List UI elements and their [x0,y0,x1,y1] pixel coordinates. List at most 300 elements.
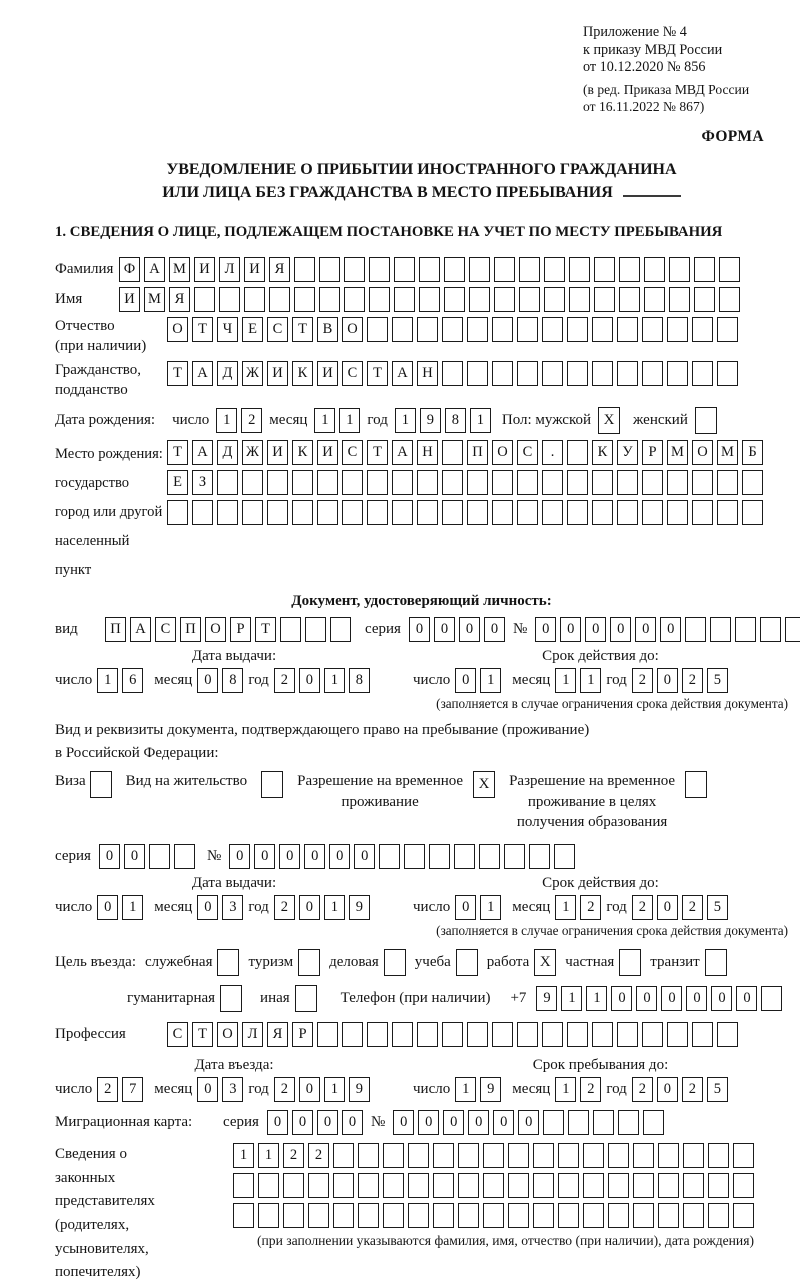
char-box: 8 [222,668,243,693]
char-box [433,1143,454,1168]
char-box [408,1143,429,1168]
char-box [167,500,188,525]
field-given-name [55,287,788,312]
char-box [619,257,640,282]
char-box [667,470,688,495]
char-box: 2 [274,895,295,920]
char-box: 1 [97,668,118,693]
char-box: С [167,1022,188,1047]
char-box [592,500,613,525]
char-box [442,470,463,495]
char-box: М [667,440,688,465]
citizenship-label: Гражданство, [55,362,142,379]
char-box [692,1022,713,1047]
char-box [542,470,563,495]
identity-expiry-note: (заполняется в случае ограничения срока действия документа) [436,695,788,711]
char-box: 0 [611,986,632,1011]
char-box [785,617,800,642]
char-box [542,361,563,386]
char-box [379,844,400,869]
char-box: 0 [229,844,250,869]
char-box: С [342,440,363,465]
char-box: 0 [535,617,556,642]
char-box [658,1173,679,1198]
char-box [267,470,288,495]
char-box [533,1173,554,1198]
char-box [244,287,265,312]
char-box: 0 [299,895,320,920]
char-box [642,317,663,342]
visit-purpose-row2 [127,985,788,1012]
char-box [342,500,363,525]
blank-underline [623,195,681,197]
char-box [669,257,690,282]
char-box: Ф [119,257,140,282]
char-box: 0 [418,1110,439,1135]
char-box: 0 [455,668,476,693]
char-box [383,1173,404,1198]
month-label: месяц [512,671,551,688]
char-box [583,1143,604,1168]
char-box [508,1203,529,1228]
day-label: число [413,671,451,688]
residence-number-boxes [229,844,575,869]
char-box [319,287,340,312]
char-box: 2 [632,1077,653,1102]
char-box: 0 [99,844,120,869]
char-box [533,1143,554,1168]
char-box [258,1203,279,1228]
char-box: Р [292,1022,313,1047]
birth-place-row3-boxes [167,500,763,525]
char-box [233,1173,254,1198]
representatives-label-line6: попечителях) [55,1264,141,1281]
char-box: 1 [555,1077,576,1102]
char-box: О [217,1022,238,1047]
char-box [454,844,475,869]
char-box: 1 [122,895,143,920]
residence-permit-options [55,771,788,832]
char-box [317,1022,338,1047]
year-label: год [606,671,627,688]
phone-label: Телефон (при наличии) [340,989,491,1006]
year-label: год [248,671,269,688]
char-box: 0 [661,986,682,1011]
identity-expiry-day-boxes [455,668,501,693]
year-label: год [248,1080,269,1097]
char-box: 0 [518,1110,539,1135]
char-box [642,361,663,386]
char-box [567,470,588,495]
field-representatives [55,1143,788,1285]
year-label: год [367,412,388,429]
char-box [367,1022,388,1047]
purpose-business [329,949,406,976]
header-amendment-line: (в ред. Приказа МВД России [583,81,750,97]
char-box [617,1022,638,1047]
char-box [508,1143,529,1168]
char-box [483,1173,504,1198]
char-box [667,500,688,525]
char-box [267,500,288,525]
birth-place-label: Место рождения: [55,446,163,463]
purpose-official-label: служебная [144,953,213,970]
char-box: 9 [536,986,557,1011]
char-box [269,287,290,312]
checkbox-visa [90,771,112,798]
char-box [367,317,388,342]
char-box: С [342,361,363,386]
char-box: 2 [632,668,653,693]
representatives-row3-boxes [233,1203,754,1228]
char-box [392,500,413,525]
checkbox-purpose-transit [705,949,727,976]
char-box: А [392,361,413,386]
char-box: 2 [241,408,262,433]
temp-residence-label-line1: Разрешение на временное [297,773,464,790]
char-box [735,617,756,642]
char-box [419,257,440,282]
char-box [567,361,588,386]
char-box [708,1203,729,1228]
representatives-label-line3: представителях [55,1193,155,1210]
char-box [433,1173,454,1198]
birth-month-boxes [314,408,360,433]
char-box [342,470,363,495]
char-box: 1 [480,668,501,693]
char-box [258,1173,279,1198]
char-box [467,1022,488,1047]
char-box: 1 [324,1077,345,1102]
field-surname [55,257,788,282]
char-box [583,1173,604,1198]
char-box: И [267,440,288,465]
char-box [760,617,781,642]
char-box [644,257,665,282]
char-box [692,500,713,525]
char-box [692,317,713,342]
char-box: А [144,257,165,282]
char-box [667,361,688,386]
birth-day-boxes [216,408,262,433]
identity-expiry-year-boxes [632,668,728,693]
legal-header [583,24,788,116]
field-patronymic [55,317,788,357]
char-box [467,500,488,525]
char-box [492,500,513,525]
char-box [294,257,315,282]
char-box: К [292,361,313,386]
char-box: Д [217,440,238,465]
char-box: 0 [736,986,757,1011]
field-birth-date [55,407,788,434]
citizenship-boxes [167,361,738,386]
identity-issue-heading: Дата выдачи: [191,647,277,664]
char-box: С [267,317,288,342]
purpose-other [260,985,317,1012]
char-box [283,1173,304,1198]
residence-doc-dates [55,875,788,939]
char-box [592,470,613,495]
section1-heading: 1. СВЕДЕНИЯ О ЛИЦЕ, ПОДЛЕЖАЩЕМ ПОСТАНОВКЕ НА УЧЕТ ПО МЕСТУ ПРЕБЫВАНИЯ [55,223,723,240]
entry-date-heading: Дата въезда: [194,1056,274,1073]
char-box [344,257,365,282]
year-label: год [248,899,269,916]
char-box [608,1173,629,1198]
char-box [417,317,438,342]
char-box [544,257,565,282]
char-box: 0 [657,895,678,920]
char-box [683,1203,704,1228]
char-box [685,617,706,642]
purpose-work [487,949,557,976]
char-box: М [144,287,165,312]
char-box [194,287,215,312]
char-box [517,470,538,495]
char-box [174,844,195,869]
char-box [633,1203,654,1228]
char-box [642,500,663,525]
char-box [417,1022,438,1047]
char-box: И [317,361,338,386]
char-box [394,287,415,312]
char-box [542,1022,563,1047]
char-box [292,500,313,525]
char-box [567,500,588,525]
char-box: С [155,617,176,642]
char-box: 0 [459,617,480,642]
char-box: 0 [455,895,476,920]
day-label: число [172,412,210,429]
char-box: Л [219,257,240,282]
char-box [569,257,590,282]
char-box [719,287,740,312]
char-box [692,361,713,386]
char-box: А [192,440,213,465]
char-box: 3 [222,1077,243,1102]
checkbox-purpose-business [384,949,406,976]
char-box [733,1203,754,1228]
char-box: 2 [274,668,295,693]
char-box: 2 [682,668,703,693]
char-box [761,986,782,1011]
char-box [483,1143,504,1168]
char-box [617,317,638,342]
char-box [517,361,538,386]
char-box: 0 [468,1110,489,1135]
char-box [594,257,615,282]
char-box [658,1203,679,1228]
char-box [369,257,390,282]
char-box [242,500,263,525]
char-box [469,257,490,282]
char-box: А [130,617,151,642]
char-box [617,361,638,386]
char-box [618,1110,639,1135]
month-label: месяц [512,1080,551,1097]
char-box: 1 [216,408,237,433]
char-box: Т [367,440,388,465]
checkbox-purpose-official [217,949,239,976]
option-residence-permit [126,771,283,798]
char-box [717,1022,738,1047]
header-line: к приказу МВД России [583,41,723,58]
citizenship-label2: подданство [55,382,128,399]
char-box: 2 [283,1143,304,1168]
month-label: месяц [269,412,308,429]
char-box [717,470,738,495]
char-box [642,470,663,495]
char-box: 0 [585,617,606,642]
char-box: Н [417,361,438,386]
char-box [558,1173,579,1198]
char-box [554,844,575,869]
char-box [342,1022,363,1047]
char-box: В [317,317,338,342]
char-box: 0 [279,844,300,869]
char-box [683,1143,704,1168]
residence-doc-series-row [55,844,788,869]
char-box: 0 [299,668,320,693]
char-box [643,1110,664,1135]
char-box: 0 [657,668,678,693]
char-box: 9 [349,1077,370,1102]
purpose-business-label: деловая [329,953,379,970]
char-box [504,844,525,869]
identity-issue-month-boxes [197,668,243,693]
char-box [483,1203,504,1228]
char-box [408,1203,429,1228]
residence-issue-day-boxes [97,895,143,920]
char-box: Р [642,440,663,465]
entry-year-boxes [274,1077,370,1102]
day-label: число [413,899,451,916]
char-box [708,1173,729,1198]
char-box: 0 [560,617,581,642]
checkbox-purpose-work: X [534,949,556,976]
char-box [694,287,715,312]
char-box [683,1173,704,1198]
checkbox-residence-permit [261,771,283,798]
migration-series-label: серия [223,1113,259,1130]
char-box [508,1173,529,1198]
char-box: 2 [580,895,601,920]
phone-prefix: +7 [510,989,527,1006]
char-box: 0 [197,1077,218,1102]
char-box: 1 [324,668,345,693]
char-box: 0 [304,844,325,869]
char-box: Т [292,317,313,342]
month-label: месяц [154,671,193,688]
char-box [658,1143,679,1168]
char-box: 8 [349,668,370,693]
char-box [517,1022,538,1047]
month-label: месяц [512,899,551,916]
surname-boxes [119,257,740,282]
representatives-row1-boxes [233,1143,754,1168]
representatives-label-line4: (родителях, [55,1217,130,1234]
purpose-transit-label: транзит [650,953,700,970]
char-box: 1 [258,1143,279,1168]
char-box: И [119,287,140,312]
char-box: Е [167,470,188,495]
char-box [608,1143,629,1168]
char-box [404,844,425,869]
char-box: 1 [339,408,360,433]
checkbox-female [695,407,717,434]
char-box [558,1203,579,1228]
char-box [305,617,326,642]
char-box: Б [742,440,763,465]
char-box [544,287,565,312]
representatives-row2-boxes [233,1173,754,1198]
char-box: 9 [420,408,441,433]
char-box [593,1110,614,1135]
given-name-boxes [119,287,740,312]
char-box: 0 [124,844,145,869]
char-box [719,257,740,282]
char-box [717,500,738,525]
residence-expiry-month-boxes [555,895,601,920]
char-box [542,500,563,525]
representatives-label-line1: Сведения о [55,1145,127,1162]
char-box: Н [417,440,438,465]
residence-doc-intro2: в Российской Федерации: [55,744,219,761]
char-box: А [392,440,413,465]
char-box [317,500,338,525]
char-box: 0 [493,1110,514,1135]
char-box [442,317,463,342]
char-box [558,1143,579,1168]
char-box: О [492,440,513,465]
identity-series-label: серия [365,620,401,637]
char-box [533,1203,554,1228]
char-box [608,1203,629,1228]
char-box: . [542,440,563,465]
char-box [492,361,513,386]
migration-series-boxes [267,1110,363,1135]
surname-label: Фамилия [55,260,114,277]
char-box: П [105,617,126,642]
purpose-private [565,949,641,976]
char-box: 6 [122,668,143,693]
identity-number-boxes [535,617,800,642]
char-box: Т [192,1022,213,1047]
temp-residence-edu-label-line1: Разрешение на временное [509,773,676,790]
char-box [669,287,690,312]
char-box [567,1022,588,1047]
year-label: год [606,1080,627,1097]
char-box: М [169,257,190,282]
char-box [433,1203,454,1228]
char-box [283,1203,304,1228]
char-box [710,617,731,642]
char-box [219,287,240,312]
char-box: 2 [274,1077,295,1102]
char-box [567,440,588,465]
sex-male-label: Пол: мужской [501,412,592,429]
residence-series-boxes [99,844,195,869]
migration-number-boxes [393,1110,664,1135]
char-box [383,1203,404,1228]
char-box: Е [242,317,263,342]
char-box: 5 [707,1077,728,1102]
entry-dates [55,1057,788,1102]
char-box [367,500,388,525]
char-box: Т [192,317,213,342]
char-box [333,1203,354,1228]
char-box [408,1173,429,1198]
